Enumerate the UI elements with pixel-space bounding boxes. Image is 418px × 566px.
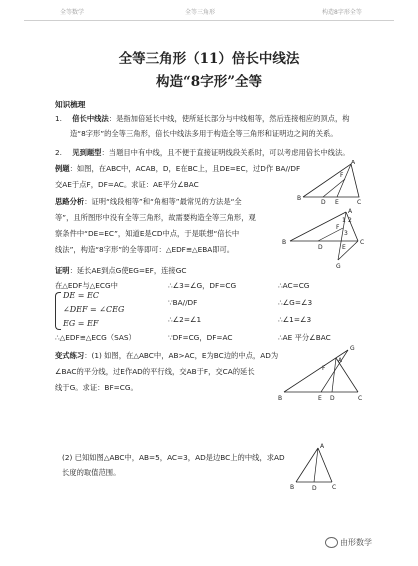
wechat-icon [325,537,338,548]
variant-label: 变式练习 [55,351,85,360]
k2-line1 [55,147,350,158]
fig3-label-f: F [322,365,326,372]
page-subtitle: 构造“8字形”全等 [156,74,262,90]
analysis-line4: 线法”，构造“8字形”的全等即可：△EDF≌△EBA即可。 [55,245,235,254]
k1-num: 1. [55,114,62,123]
proof-c1a: ∴∠3=∠G，DF=CG [168,281,237,290]
k2-num: 2. [55,148,62,157]
fig4-label-d: D [312,485,317,492]
fig1-label-d: D [321,199,326,205]
analysis-line1 [55,196,242,207]
variant-text1: ：(1) 如图，在△ABC中，AB>AC，E为BC边的中点，AD为 [84,351,279,360]
variant-line3: 线于G。求证：BF=CG。 [55,383,138,392]
watermark: 由形数学 [340,538,372,547]
proof-label: 证明 [55,266,70,275]
fig1-df [323,179,345,197]
system-brace [55,292,61,330]
proof-c4c: ∴AE 平分∠BAC [278,333,331,342]
k1-text: ：是指加倍延长中线，使所延长部分与中线相等，然后连接相应的顶点，构 [108,114,350,123]
page-header [0,4,418,18]
fig2-label-f: F [336,224,340,231]
proof-c4a: ∴△EDF≌△ECG（SAS） [55,333,136,342]
k1-term: 倍长中线法 [72,114,109,123]
proof-text1: ：延长AE到点G使EG=EF，连接GC [69,266,187,275]
header-center: 全等三角形 [185,9,216,16]
fig3-label-e: E [318,395,322,402]
fig3-label-b: B [278,395,283,402]
analysis-line2: 等”，且所图形中没有全等三角形，故需要构造全等三角形，观 [55,213,256,222]
fig1-label-f: F [340,172,344,179]
fig2-label-1: 1 [342,217,346,224]
fig2-label-d: D [318,244,323,251]
fig3-ad [332,358,336,392]
k2-term: 见到题型 [72,148,102,157]
proof-c1b: ∴AC=CG [278,281,310,290]
header-right: 构造8字形全等 [322,9,362,16]
fig2-label-b: B [282,239,287,246]
analysis-line3: 察条件中“DE=EC”，知道E是CD中点，于是联想“倍长中 [55,229,240,238]
proof-c4b: ∵DF=CG，DF=AC [168,333,233,342]
fig2-label-c: C [360,239,365,246]
proof-sys3: EG = EF [63,319,99,328]
k2-text: ：当题目中有中线，且不便于直接证明线段关系时，可以考虑用倍长中线法。 [101,148,350,157]
fig2-label-e: E [342,244,346,251]
fig2-label-2: 2 [348,217,352,224]
analysis-label: 思路分析 [55,197,85,206]
fig3-label-d: D [330,395,335,402]
variant-p2b: 长度的取值范围。 [62,468,121,477]
fig3-label-c: C [358,395,363,402]
fig1-label-b: B [297,195,302,202]
fig4-label-b: B [290,484,295,491]
proof-c3a: ∴∠2=∠1 [168,315,202,324]
header-rule [24,20,394,21]
example-line1 [55,163,300,174]
variant-line1 [55,350,278,361]
fig3-label-g: G [350,345,355,352]
proof-intro: 在△EDF与△ECG中 [55,281,118,290]
analysis-text1: ：证明“线段相等”和“角相等”最常见的方法是“全 [84,197,242,206]
proof-sys1: DE = EC [63,291,100,300]
page-title: 全等三角形（11）倍长中线法 [118,51,300,67]
fig4-label-c: C [332,484,337,491]
fig4-label-a: A [320,443,325,450]
fig4-ac [318,448,332,482]
variant-line2: ∠BAC的平分线，过E作AD的平行线，交AB于F，交CA的延长 [55,367,255,376]
example-line2: 交AE于点F，DF=AC。求证：AE平分∠BAC [55,180,199,189]
fig1-label-c: C [357,199,362,205]
fig2-label-g: G [336,263,341,270]
header-left: 全等数学 [60,9,85,16]
fig1-triangle [303,164,359,197]
proof-c2b: ∴∠G=∠3 [278,298,313,307]
k1-line2: 造“8字形”的全等三角形，倍长中线法多用于构造全等三角形和证明边之间的关系。 [70,129,338,138]
fig2-label-3: 3 [344,230,348,237]
figure-analysis [280,208,380,270]
figure-variant2 [290,442,350,492]
fig2-label-a: A [348,208,353,215]
fig1-label-e: E [335,199,339,205]
variant-p2: (2) 已知如图△ABC中，AB=5，AC=3，AD是边BC上的中线，求AD [62,453,285,462]
section-knowledge: 知识梳理 [55,100,86,109]
figure-example [295,160,365,205]
proof-line1 [55,265,186,276]
example-label: 例题 [55,164,70,173]
example-text1: ：如图，在ABC中，ACAB，D，E在BC上，且DE=EC，过D作 BA//DF [69,164,301,173]
k1-line1 [55,113,350,124]
fig1-label-a: A [351,160,356,166]
fig3-label-a: A [338,357,343,364]
figure-variant1 [278,342,368,404]
proof-c3b: ∴∠1=∠3 [278,315,312,324]
proof-c2a: ∵BA//DF [168,298,198,307]
proof-sys2: ∠DEF = ∠CEG [63,305,125,314]
